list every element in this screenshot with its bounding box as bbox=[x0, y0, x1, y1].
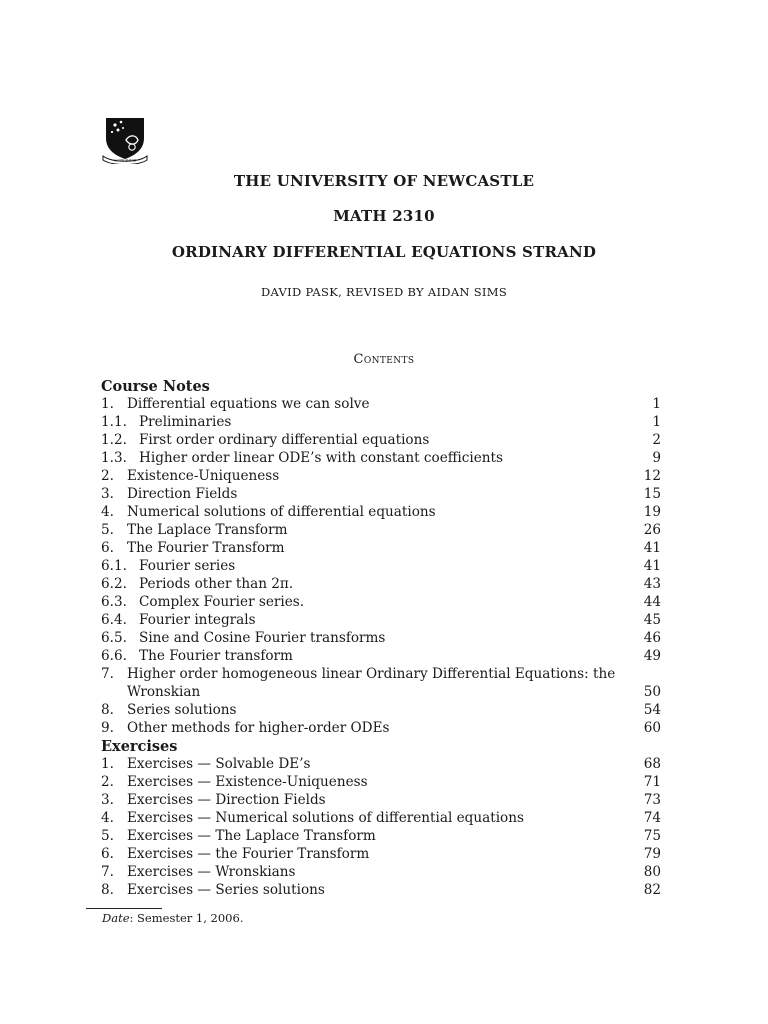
toc-entry-title: Existence-Uniqueness bbox=[127, 468, 280, 484]
toc-entry-title-text: Higher order homogeneous linear Ordinary Differential Equations: the Wronskian bbox=[127, 666, 616, 700]
toc-entry-number: 2. bbox=[101, 774, 114, 790]
toc-entry[interactable] bbox=[101, 791, 661, 809]
toc-entry-title: Fourier series bbox=[139, 558, 236, 574]
toc-entry-title: First order ordinary differential equations bbox=[139, 432, 430, 448]
toc-entry-title: Exercises — Existence-Uniqueness bbox=[127, 774, 368, 790]
svg-text:I LOOK AHEAD: I LOOK AHEAD bbox=[113, 158, 137, 163]
toc-entry-number: 1.2. bbox=[101, 432, 127, 448]
toc-entry-page: 68 bbox=[643, 756, 661, 772]
toc-entry-title: Exercises — Numerical solutions of differential equations bbox=[127, 810, 524, 826]
footnote-label: Date bbox=[102, 911, 130, 925]
toc-entry-number: 6.5. bbox=[101, 630, 127, 646]
toc-entry-number: 1.1. bbox=[101, 414, 127, 430]
toc-entry-title: The Fourier Transform bbox=[127, 540, 285, 556]
toc-entry[interactable] bbox=[101, 773, 661, 791]
document-title: ORDINARY DIFFERENTIAL EQUATIONS STRAND bbox=[171, 243, 597, 261]
toc-entry-number: 1. bbox=[101, 756, 114, 772]
toc-entry[interactable] bbox=[101, 611, 661, 629]
contents-heading: Contents bbox=[353, 352, 415, 367]
toc-entry-number: 3. bbox=[101, 792, 114, 808]
footnote-rule bbox=[86, 908, 162, 909]
toc-entry[interactable] bbox=[101, 845, 661, 863]
footnote bbox=[102, 911, 243, 925]
toc-entry-title: Complex Fourier series. bbox=[139, 594, 305, 610]
toc-entry-number: 7. bbox=[101, 864, 114, 880]
toc-entry-page: 80 bbox=[643, 864, 661, 880]
toc-entry[interactable] bbox=[101, 395, 661, 413]
university-crest-icon bbox=[102, 116, 148, 164]
university-name: THE UNIVERSITY OF NEWCASTLE bbox=[233, 172, 535, 190]
toc-entry-number: 6.2. bbox=[101, 576, 127, 592]
toc-entry-title: Other methods for higher-order ODEs bbox=[127, 720, 390, 736]
toc-entry-page: 46 bbox=[643, 630, 661, 646]
toc-entry[interactable] bbox=[101, 809, 661, 827]
toc-entry-page: 44 bbox=[643, 594, 661, 610]
toc-entry[interactable] bbox=[101, 593, 661, 611]
toc-entry-number: 6. bbox=[101, 846, 114, 862]
toc-entry-page: 49 bbox=[643, 648, 661, 664]
toc-entry-page: 82 bbox=[643, 882, 661, 898]
toc-entry-title: Higher order linear ODE’s with constant coefficients bbox=[139, 450, 503, 466]
toc-entry[interactable] bbox=[101, 539, 661, 557]
toc-entry[interactable] bbox=[101, 755, 661, 773]
toc-entry[interactable] bbox=[101, 557, 661, 575]
toc-entry-page: 74 bbox=[643, 810, 661, 826]
toc-entry-number: 5. bbox=[101, 828, 114, 844]
toc-entry-number: 9. bbox=[101, 720, 114, 736]
author-line: DAVID PASK, REVISED BY AIDAN SIMS bbox=[260, 285, 508, 299]
toc-entry[interactable] bbox=[101, 467, 661, 485]
toc-entry[interactable] bbox=[101, 413, 661, 431]
toc-entry-title: Exercises — Series solutions bbox=[127, 882, 325, 898]
toc-entry-page: 50 bbox=[643, 684, 661, 700]
toc-entry[interactable] bbox=[101, 485, 661, 503]
toc-entry-page: 79 bbox=[643, 846, 661, 862]
toc-entry-title: Exercises — Wronskians bbox=[127, 864, 296, 880]
toc-entry-title: Exercises — the Fourier Transform bbox=[127, 846, 370, 862]
toc-entry[interactable] bbox=[101, 503, 661, 521]
toc-entry-page: 60 bbox=[643, 720, 661, 736]
toc-entry-page: 1 bbox=[652, 396, 661, 412]
toc-section-heading: Exercises bbox=[101, 738, 178, 755]
toc-entry-number: 8. bbox=[101, 882, 114, 898]
toc-entry-page: 26 bbox=[643, 522, 661, 538]
toc-entry[interactable] bbox=[101, 449, 661, 467]
toc-entry-page: 71 bbox=[643, 774, 661, 790]
toc-entry-page: 41 bbox=[643, 558, 661, 574]
toc-entry-title: Direction Fields bbox=[127, 486, 238, 502]
toc-entry[interactable] bbox=[101, 827, 661, 845]
toc-entry[interactable] bbox=[101, 719, 661, 737]
toc-entry-number: 4. bbox=[101, 810, 114, 826]
toc-entry-number: 6.6. bbox=[101, 648, 127, 664]
toc-entry-title: Preliminaries bbox=[139, 414, 232, 430]
toc-entry[interactable] bbox=[101, 701, 661, 719]
toc-entry-page: 1 bbox=[652, 414, 661, 430]
toc-entry-title: The Fourier transform bbox=[139, 648, 293, 664]
toc-entry-page: 15 bbox=[643, 486, 661, 502]
toc-entry-page: 9 bbox=[652, 450, 661, 466]
toc-entry-number: 6.4. bbox=[101, 612, 127, 628]
toc-entry-title: Exercises — Direction Fields bbox=[127, 792, 326, 808]
toc-entry-number-inline: 7. bbox=[101, 666, 114, 682]
footnote-text: : Semester 1, 2006. bbox=[129, 911, 244, 925]
toc-entry-title: Series solutions bbox=[127, 702, 237, 718]
toc-entry-title: The Laplace Transform bbox=[127, 522, 288, 538]
toc-section-heading: Course Notes bbox=[101, 378, 210, 395]
toc-entry-page: 12 bbox=[643, 468, 661, 484]
toc-entry[interactable] bbox=[101, 431, 661, 449]
toc-entry-title: Fourier integrals bbox=[139, 612, 256, 628]
toc-entry-number: 6. bbox=[101, 540, 114, 556]
toc-entry-page: 54 bbox=[643, 702, 661, 718]
toc-entry-number: 5. bbox=[101, 522, 114, 538]
course-code: MATH 2310 bbox=[333, 207, 435, 225]
toc-entry[interactable] bbox=[101, 881, 661, 899]
toc-entry[interactable] bbox=[101, 629, 661, 647]
toc-entry-page: 41 bbox=[643, 540, 661, 556]
toc-entry-number: 8. bbox=[101, 702, 114, 718]
toc-entry-title bbox=[101, 665, 621, 701]
toc-entry[interactable] bbox=[101, 863, 661, 881]
toc-entry[interactable] bbox=[101, 647, 661, 665]
toc-entry[interactable] bbox=[101, 575, 661, 593]
toc-entry[interactable] bbox=[101, 665, 661, 701]
toc-entry-number: 4. bbox=[101, 504, 114, 520]
toc-entry-page: 2 bbox=[652, 432, 661, 448]
toc-entry-number: 6.3. bbox=[101, 594, 127, 610]
toc-entry-title: Sine and Cosine Fourier transforms bbox=[139, 630, 386, 646]
toc-entry-number: 3. bbox=[101, 486, 114, 502]
toc-entry-title: Numerical solutions of differential equations bbox=[127, 504, 436, 520]
table-of-contents bbox=[101, 377, 661, 899]
toc-entry-title: Periods other than 2π. bbox=[139, 576, 294, 592]
toc-entry-title: Differential equations we can solve bbox=[127, 396, 370, 412]
toc-entry-title: Exercises — The Laplace Transform bbox=[127, 828, 376, 844]
toc-entry-number: 1. bbox=[101, 396, 114, 412]
toc-entry-number: 6.1. bbox=[101, 558, 127, 574]
toc-entry-page: 45 bbox=[643, 612, 661, 628]
toc-entry-page: 19 bbox=[643, 504, 661, 520]
toc-entry-number: 1.3. bbox=[101, 450, 127, 466]
toc-entry-page: 43 bbox=[643, 576, 661, 592]
toc-entry-page: 75 bbox=[643, 828, 661, 844]
toc-entry-title: Exercises — Solvable DE’s bbox=[127, 756, 311, 772]
toc-entry-page: 73 bbox=[643, 792, 661, 808]
toc-entry-number: 2. bbox=[101, 468, 114, 484]
toc-entry[interactable] bbox=[101, 521, 661, 539]
